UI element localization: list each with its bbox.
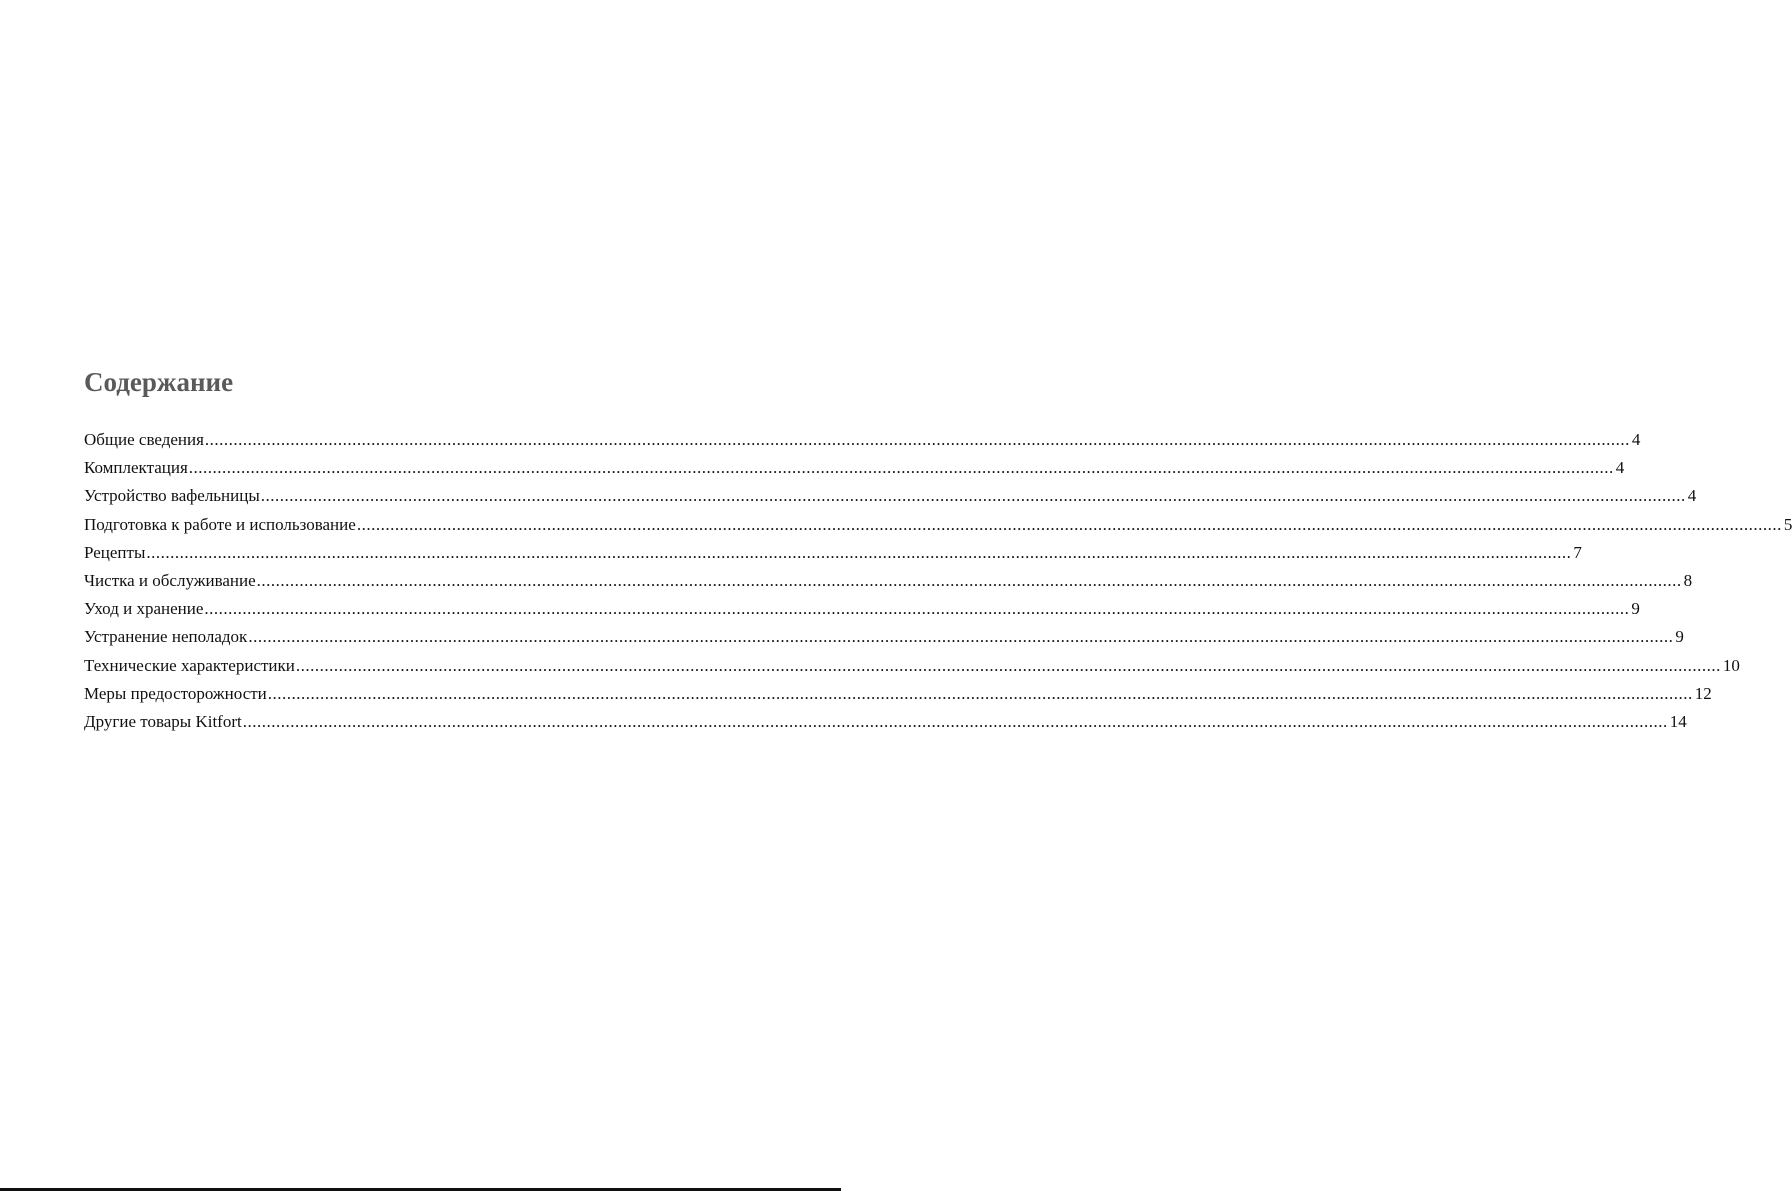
toc-entry-other-products[interactable] — [84, 708, 1687, 736]
toc-entry-package-contents[interactable] — [84, 454, 1625, 482]
toc-entry-label: Устранение неполадок — [84, 627, 248, 647]
toc-page-number: 8 — [1683, 570, 1693, 590]
toc-entry-recipes[interactable] — [84, 539, 1582, 567]
toc-dot-leader: ............................................................................................................................................................................................................................................................................................................ — [248, 627, 1674, 647]
toc-entry-label: Комплектация — [84, 458, 188, 478]
toc-page-number: 14 — [1669, 711, 1687, 731]
toc-entry-care-and-storage[interactable] — [84, 595, 1640, 623]
toc-entry-specifications[interactable] — [84, 652, 1740, 680]
toc-entry-label: Подготовка к работе и использование — [84, 514, 356, 534]
toc-dot-leader: ............................................................................................................................................................................................................................................................................................................ — [267, 683, 1693, 703]
toc-entry-label: Рецепты — [84, 542, 146, 562]
toc-title: Содержание — [84, 367, 234, 397]
toc-page-number: 4 — [1687, 486, 1697, 506]
toc-page-number: 12 — [1694, 683, 1712, 703]
toc-dot-leader: ............................................................................................................................................................................................................................................................................................................ — [188, 458, 1614, 478]
toc-entry-general-info[interactable] — [84, 426, 1641, 454]
toc-dot-leader: ............................................................................................................................................................................................................................................................................................................ — [242, 711, 1668, 731]
toc-page-number: 9 — [1631, 599, 1640, 619]
toc-entry-label: Чистка и обслуживание — [84, 570, 256, 590]
toc-entry-cleaning-and-maintenance[interactable] — [84, 567, 1693, 595]
toc-dot-leader: ............................................................................................................................................................................................................................................................................................................ — [356, 514, 1782, 534]
toc-dot-leader: ............................................................................................................................................................................................................................................................................................................ — [204, 430, 1630, 449]
toc-entry-label: Другие товары Kitfort — [84, 711, 242, 731]
toc-page-number: 9 — [1675, 627, 1684, 647]
toc-entry-troubleshooting[interactable] — [84, 623, 1684, 651]
toc-entry-label: Устройство вафельницы — [84, 486, 260, 506]
toc-page-number: 4 — [1615, 458, 1625, 478]
toc-dot-leader: ............................................................................................................................................................................................................................................................................................................ — [146, 542, 1572, 562]
toc-page-number: 10 — [1722, 655, 1740, 675]
toc-dot-leader: ............................................................................................................................................................................................................................................................................................................ — [260, 486, 1686, 506]
toc-dot-leader: ............................................................................................................................................................................................................................................................................................................ — [204, 599, 1630, 619]
toc-entry-safety-precautions[interactable] — [84, 680, 1712, 708]
toc-entry-label: Общие сведения — [84, 430, 204, 449]
toc-entry-label: Меры предосторожности — [84, 683, 267, 703]
toc-entry-preparation-and-use[interactable] — [84, 511, 1792, 539]
toc-list — [84, 426, 1792, 736]
toc-entry-label: Технические характеристики — [84, 655, 295, 675]
toc-dot-leader: ............................................................................................................................................................................................................................................................................................................ — [295, 655, 1721, 675]
toc-entry-label: Уход и хранение — [84, 599, 204, 619]
toc-page-number: 4 — [1631, 430, 1641, 449]
toc-page-number: 5 — [1783, 514, 1792, 534]
toc-entry-waffle-maker-design[interactable] — [84, 482, 1697, 510]
toc-dot-leader: ............................................................................................................................................................................................................................................................................................................ — [256, 570, 1682, 590]
toc-page-number: 7 — [1573, 542, 1582, 562]
